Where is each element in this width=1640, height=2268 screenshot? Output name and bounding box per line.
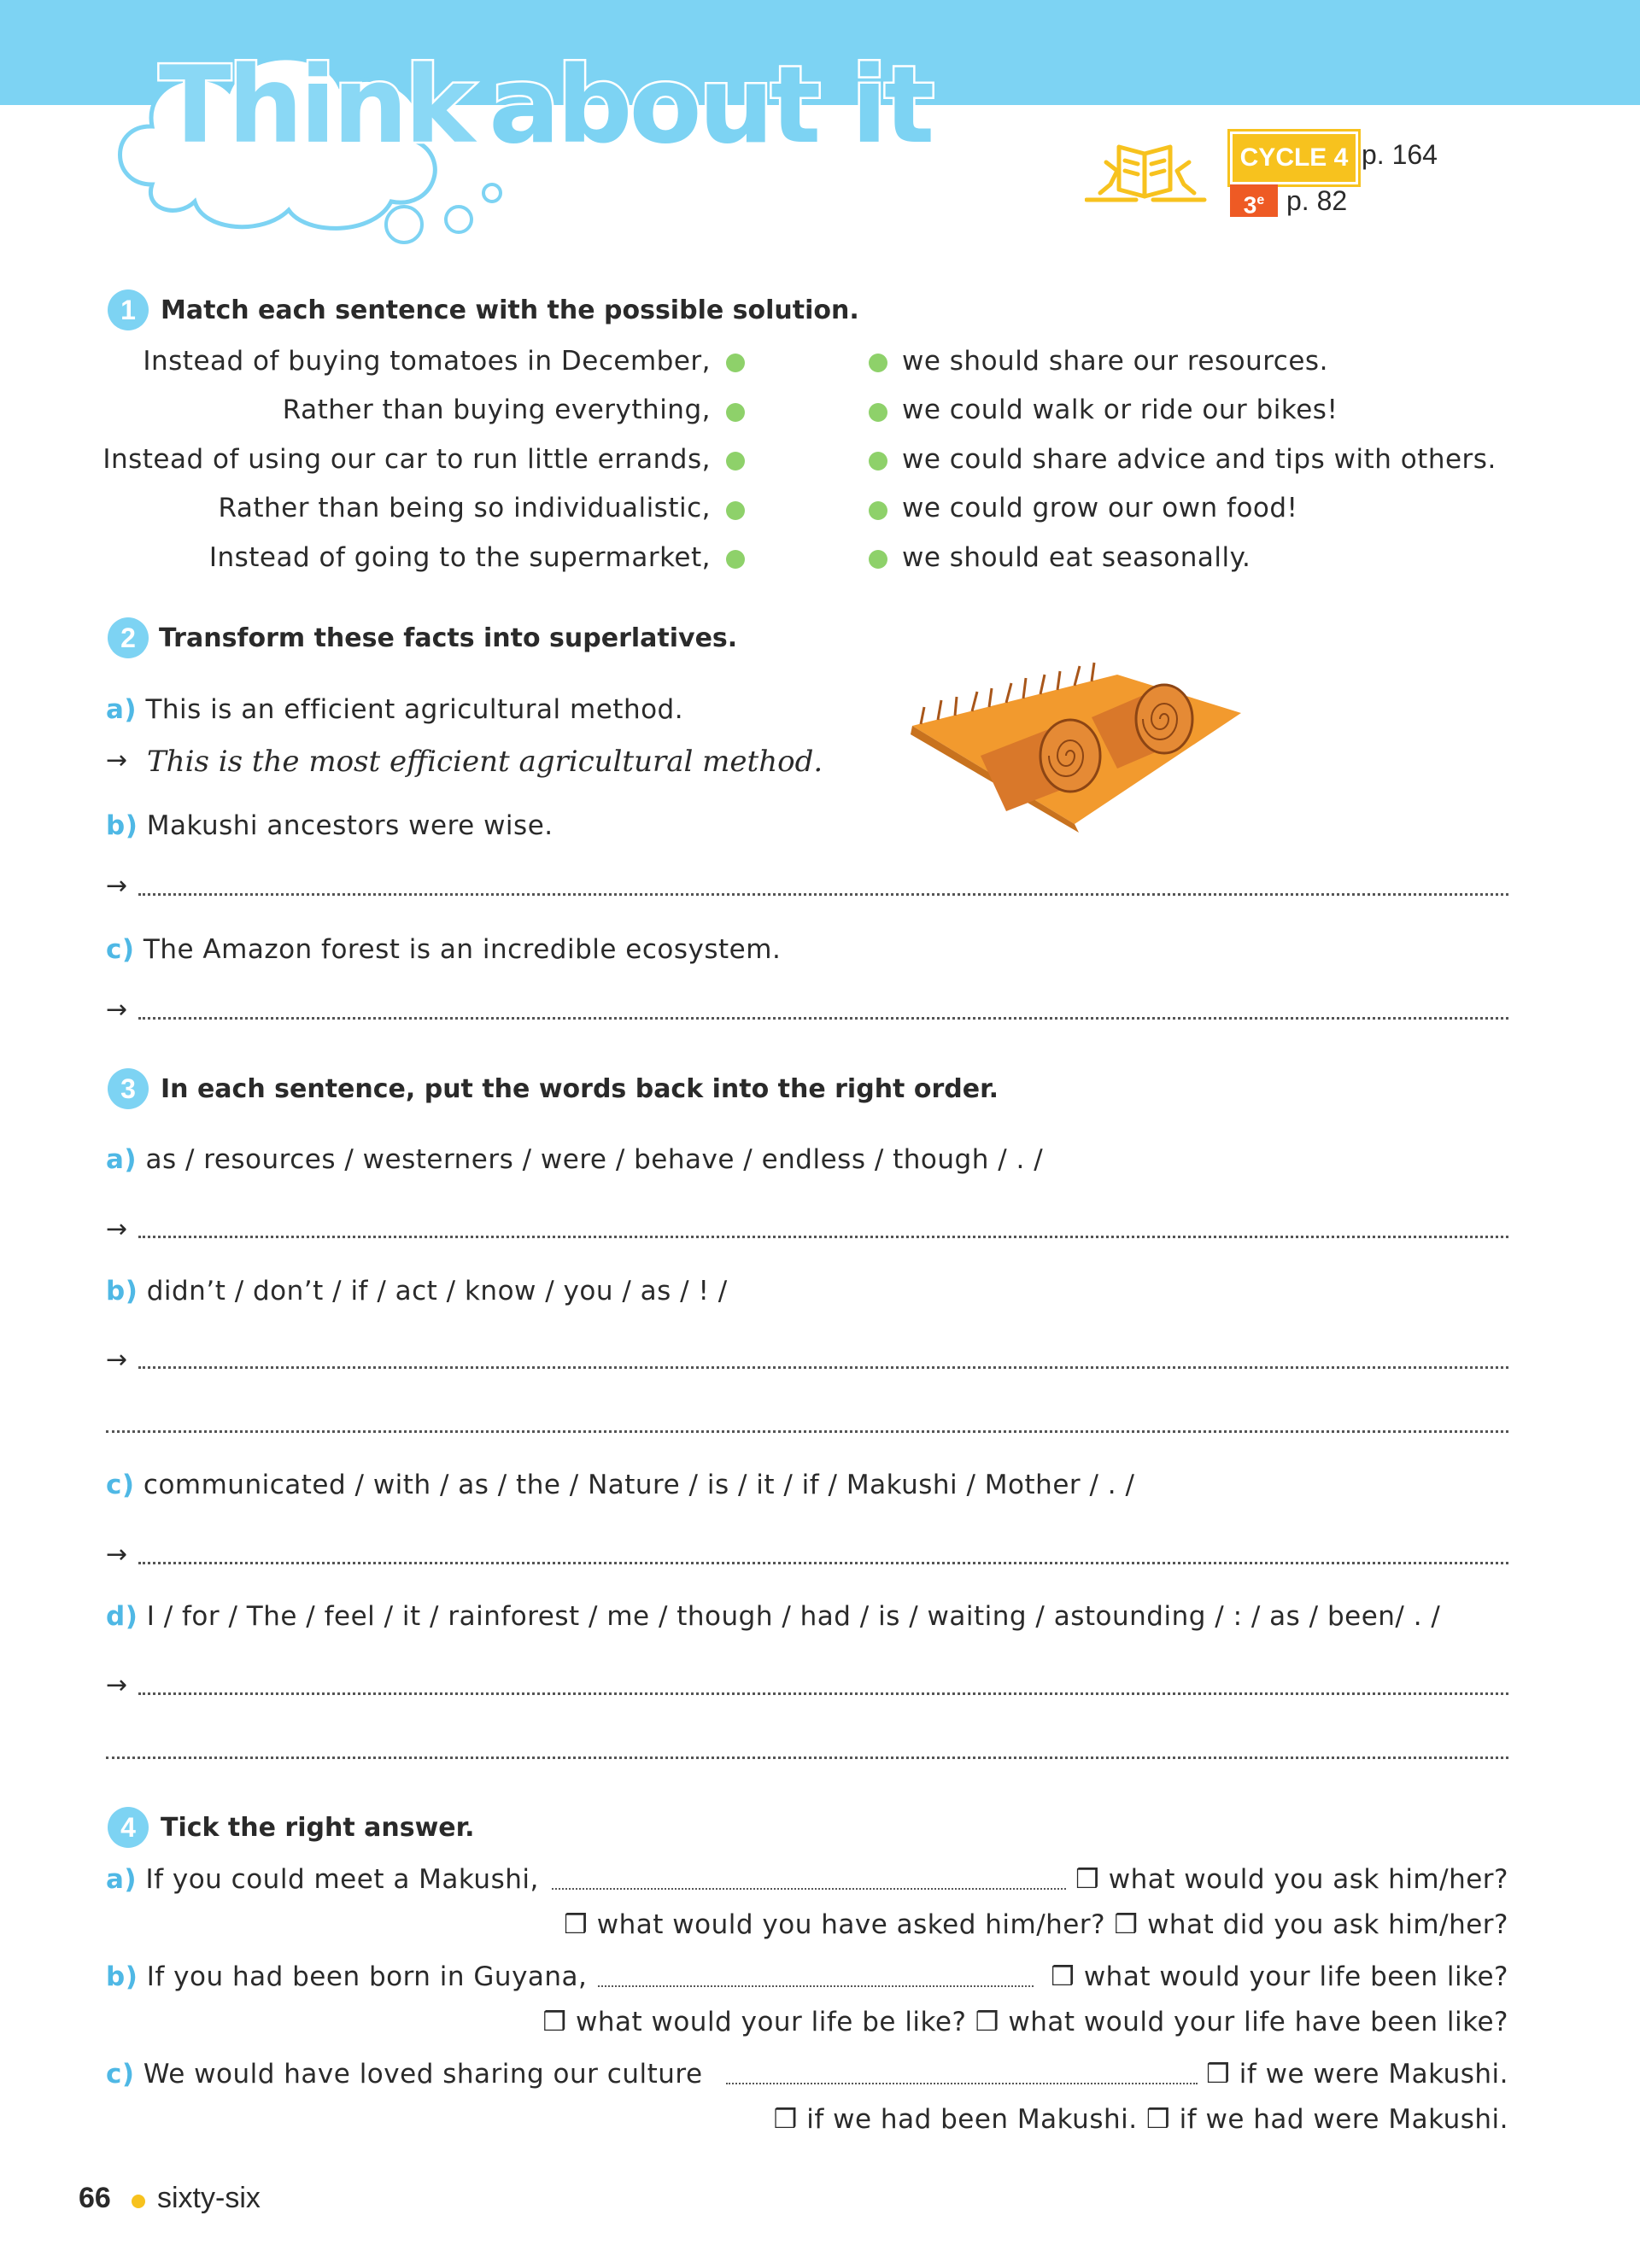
match-right-dot-4[interactable]	[869, 501, 887, 520]
ex3-label-d: d)	[106, 1601, 138, 1632]
ex4-option-c2[interactable]: ❒ if we had been Makushi. ❒ if we had were Makushi.	[773, 2104, 1508, 2135]
ex4-label-b: b)	[106, 1961, 138, 1992]
page-number: 66	[79, 2182, 111, 2214]
open-book-icon	[1085, 137, 1213, 207]
page-number-words: sixty-six	[157, 2182, 261, 2214]
ex2-item-c	[106, 934, 781, 965]
ex2-item-b	[106, 810, 554, 841]
ex4-stem-b: If you had been born in Guyana,	[146, 1961, 588, 1992]
ex4-option-b1[interactable]: ❒ what would your life been like?	[1051, 1961, 1508, 1992]
ex3-answer-line-a[interactable]	[138, 1236, 1508, 1238]
ex3-answer-line-d1[interactable]	[138, 1692, 1508, 1695]
match-right-dot-2[interactable]	[869, 403, 887, 422]
ex2-arrow-a: →	[106, 745, 128, 775]
ex4-blank-a[interactable]	[552, 1888, 1066, 1890]
ex3-label-b: b)	[106, 1276, 138, 1306]
ex3-arrow-a: →	[106, 1214, 128, 1244]
match-right-5: we should eat seasonally.	[902, 542, 1251, 573]
title-word-think: Think	[159, 44, 472, 167]
match-right-dot-5[interactable]	[869, 550, 887, 569]
ex2-text-b: Makushi ancestors were wise.	[146, 810, 554, 841]
match-right-2: we could walk or ride our bikes!	[902, 395, 1338, 425]
exercise-3-instruction: In each sentence, put the words back into the right order.	[161, 1074, 999, 1104]
exercise-4-number: 4	[108, 1807, 149, 1848]
ex2-text-c: The Amazon forest is an incredible ecosystem.	[143, 934, 782, 965]
match-left-dot-4[interactable]	[726, 501, 745, 520]
ex3-text-d: I / for / The / feel / it / rainforest / me / though / had / is / waiting / astounding / : / as / been/ . /	[146, 1601, 1441, 1632]
level-page-ref: p. 82	[1286, 185, 1348, 216]
ex4-option-b2[interactable]: ❒ what would your life be like? ❒ what would your life have been like?	[542, 2007, 1508, 2037]
ex2-arrow-b: →	[106, 871, 128, 901]
ex4-stem-a: If you could meet a Makushi,	[145, 1864, 539, 1895]
ex4-option-a1[interactable]: ❒ what would you ask him/her?	[1075, 1864, 1508, 1895]
ex3-text-c: communicated / with / as / the / Nature / is / it / if / Makushi / Mother / . /	[143, 1470, 1135, 1500]
level-badge-number: 3	[1243, 191, 1257, 219]
ex2-label-c: c)	[106, 934, 135, 965]
match-left-3: Instead of using our car to run little errands,	[102, 444, 711, 475]
exercise-4-instruction: Tick the right answer.	[161, 1813, 475, 1843]
ex4-item-a-stem	[106, 1864, 539, 1895]
ex2-item-a	[106, 694, 683, 725]
thought-bubble-large	[384, 205, 424, 244]
ex3-item-b	[106, 1276, 728, 1306]
match-left-dot-1[interactable]	[726, 354, 745, 372]
match-right-dot-3[interactable]	[869, 452, 887, 471]
ex3-answer-line-b1[interactable]	[138, 1366, 1508, 1369]
ex2-arrow-c: →	[106, 995, 128, 1025]
match-left-5: Instead of going to the supermarket,	[208, 542, 711, 573]
match-left-dot-5[interactable]	[726, 550, 745, 569]
thought-bubble-medium	[444, 205, 473, 234]
ex3-label-a: a)	[106, 1144, 138, 1175]
ex4-label-c: c)	[106, 2059, 135, 2090]
match-right-3: we could share advice and tips with others.	[902, 444, 1496, 475]
ex2-label-b: b)	[106, 810, 138, 841]
ex4-item-b-stem	[106, 1961, 587, 1992]
exercise-1-instruction: Match each sentence with the possible solution.	[161, 295, 859, 325]
ex3-answer-line-b2[interactable]	[106, 1430, 1508, 1433]
ex4-stem-c: We would have loved sharing our culture	[143, 2059, 703, 2090]
ex3-item-d	[106, 1601, 1440, 1632]
match-left-2: Rather than buying everything,	[282, 395, 711, 425]
level-badge-sup: e	[1256, 193, 1265, 208]
ex2-example-answer: This is the most efficient agricultural method.	[147, 745, 823, 779]
match-right-dot-1[interactable]	[869, 354, 887, 372]
ex2-answer-line-c[interactable]	[138, 1017, 1508, 1020]
footer-bullet	[132, 2195, 145, 2208]
ex4-item-c-stem	[106, 2059, 703, 2090]
level-badge	[1230, 184, 1278, 217]
ex4-blank-c[interactable]	[726, 2083, 1198, 2084]
ex4-option-c1[interactable]: ❒ if we were Makushi.	[1206, 2059, 1508, 2090]
page-title	[159, 44, 932, 167]
ex3-text-a: as / resources / westerners / were / behave / endless / though / . /	[145, 1144, 1044, 1175]
thought-bubble-small	[482, 183, 502, 203]
cycle-page-ref: p. 164	[1362, 139, 1438, 170]
exercise-3-number: 3	[108, 1068, 149, 1109]
ex2-label-a: a)	[106, 694, 138, 725]
ex3-item-a	[106, 1144, 1043, 1175]
ex3-item-c	[106, 1470, 1134, 1500]
match-left-dot-3[interactable]	[726, 452, 745, 471]
ex3-answer-line-c[interactable]	[138, 1562, 1508, 1564]
ex4-label-a: a)	[106, 1864, 138, 1895]
exercise-2-instruction: Transform these facts into superlatives.	[159, 623, 738, 653]
match-left-dot-2[interactable]	[726, 403, 745, 422]
ex3-label-c: c)	[106, 1470, 135, 1500]
ex3-text-b: didn’t / don’t / if / act / know / you / as / ! /	[146, 1276, 728, 1306]
exercise-1-number: 1	[108, 289, 149, 330]
ex4-blank-b[interactable]	[598, 1985, 1034, 1987]
cycle-badge: CYCLE 4	[1230, 132, 1358, 184]
ex3-arrow-d: →	[106, 1670, 128, 1700]
hay-bales-illustration	[904, 640, 1245, 837]
ex2-text-a: This is an efficient agricultural method.	[145, 694, 684, 725]
title-words-about-it: about it	[489, 44, 932, 167]
ex2-answer-line-b[interactable]	[138, 893, 1508, 896]
match-right-4: we could grow our own food!	[902, 493, 1298, 523]
match-left-1: Instead of buying tomatoes in December,	[143, 346, 711, 377]
match-right-1: we should share our resources.	[902, 346, 1328, 377]
match-left-4: Rather than being so individualistic,	[218, 493, 711, 523]
ex3-arrow-b: →	[106, 1345, 128, 1375]
ex3-arrow-c: →	[106, 1540, 128, 1569]
ex3-answer-line-d2[interactable]	[106, 1757, 1508, 1759]
exercise-2-number: 2	[108, 617, 149, 658]
ex4-option-a2[interactable]: ❒ what would you have asked him/her? ❒ what did you ask him/her?	[564, 1909, 1508, 1940]
